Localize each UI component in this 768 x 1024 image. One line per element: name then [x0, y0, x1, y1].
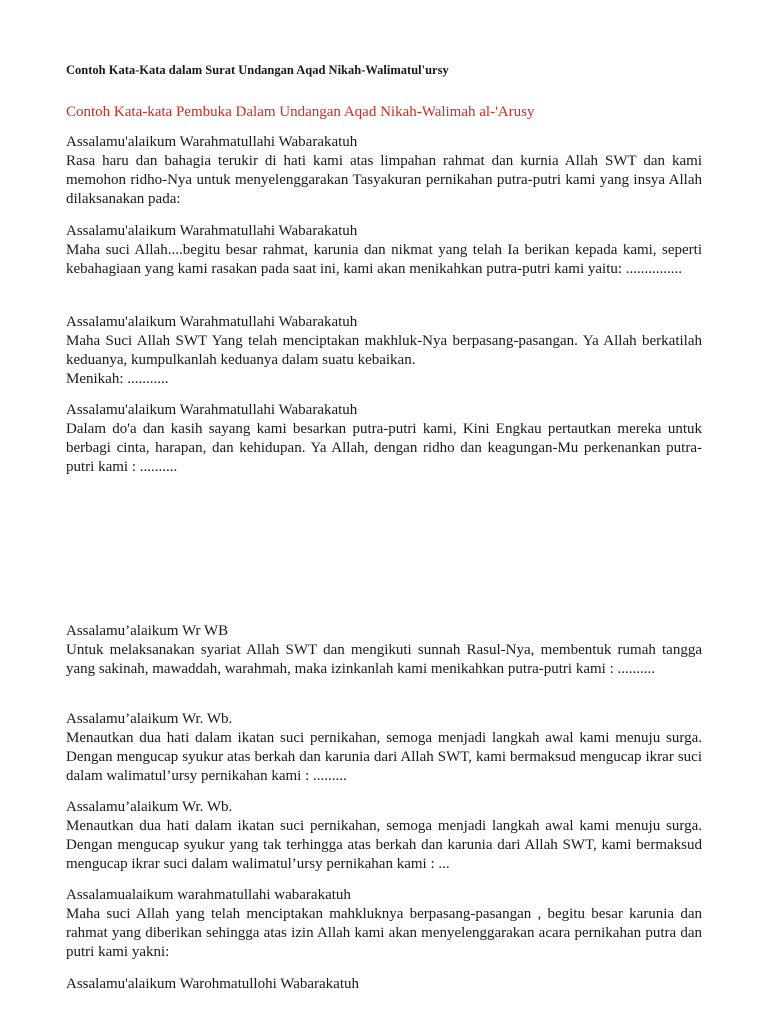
greeting-line: Assalamu’alaikum Wr. Wb. [66, 799, 233, 815]
greeting-block [66, 133, 702, 209]
greeting-body: Maha suci Allah yang telah menciptakan mahkluknya berpasang-pasangan , begitu besar karunia dan rahmat yang diberikan sehingga atas izin Allah kami akan menyelenggarakan acara pernikahan putra dan putri kami yakni: [66, 906, 702, 960]
greeting-body: Menautkan dua hati dalam ikatan suci pernikahan, semoga menjadi langkah awal kami menuju surga. Dengan mengucap syukur atas berkah dan karunia dari Allah SWT, kami bermaksud mengucap ikrar suci dalam walimatul’ursy pernikahan kami : ......... [66, 730, 702, 784]
greeting-line: Assalamu'alaikum Warohmatullohi Wabarakatuh [66, 976, 359, 992]
greeting-body: Rasa haru dan bahagia terukir di hati kami atas limpahan rahmat dan kurnia Allah SWT dan kami memohon ridho-Nya untuk menyelenggarakan Tasyakuran pernikahan putra-putri kami yang insya Allah dilaksanakan pada: [66, 153, 702, 207]
greeting-line: Assalamu'alaikum Warahmatullahi Wabarakatuh [66, 402, 358, 418]
greeting-block [66, 622, 702, 679]
document-title: Contoh Kata-Kata dalam Surat Undangan Aqad Nikah-Walimatul'ursy [66, 63, 449, 77]
greeting-line: Assalamu'alaikum Warahmatullahi Wabarakatuh [66, 134, 358, 150]
greeting-line: Assalamu'alaikum Warahmatullahi Wabarakatuh [66, 223, 358, 239]
greeting-line: Assalamu’alaikum Wr WB [66, 623, 229, 639]
greeting-block [66, 313, 702, 389]
greeting-line: Assalamualaikum warahmatullahi wabarakatuh [66, 887, 351, 903]
greeting-block [66, 975, 702, 994]
section-title: Contoh Kata-kata Pembuka Dalam Undangan Aqad Nikah-Walimah al-'Arusy [66, 104, 535, 120]
greeting-block [66, 710, 702, 786]
greeting-body: Maha suci Allah....begitu besar rahmat, karunia dan nikmat yang telah Ia berikan kepada kami, seperti kebahagiaan yang kami rasakan pada saat ini, kami akan menikahkan putra-putri kami yaitu: ............... [66, 242, 702, 277]
greeting-block [66, 798, 702, 874]
greeting-body: Dalam do'a dan kasih sayang kami besarkan putra-putri kami, Kini Engkau pertautkan mereka untuk berbagi cinta, harapan, dan kehidupan. Ya Allah, dengan ridho dan keagungan-Mu perkenankan putra-putri kami : .......... [66, 421, 702, 475]
greeting-body: Maha Suci Allah SWT Yang telah menciptakan makhluk-Nya berpasang-pasangan. Ya Allah berkatilah keduanya, kumpulkanlah keduanya dalam suatu kebaikan. [66, 333, 702, 368]
greeting-block [66, 222, 702, 279]
greeting-trailer: Menikah: ........... [66, 371, 169, 387]
greeting-line: Assalamu’alaikum Wr. Wb. [66, 711, 233, 727]
greeting-block [66, 886, 702, 962]
greeting-body: Untuk melaksanakan syariat Allah SWT dan mengikuti sunnah Rasul-Nya, membentuk rumah tangga yang sakinah, mawaddah, warahmah, maka izinkanlah kami menikahkan putra-putri kami : .......... [66, 642, 702, 677]
greeting-line: Assalamu'alaikum Warahmatullahi Wabarakatuh [66, 314, 358, 330]
greeting-block [66, 401, 702, 477]
greeting-body: Menautkan dua hati dalam ikatan suci pernikahan, semoga menjadi langkah awal kami menuju surga. Dengan mengucap syukur yang tak terhingga atas berkah dan karunia dari Allah SWT, kami bermaksud mengucap ikrar suci dalam walimatul’ursy pernikahan kami : ... [66, 818, 702, 872]
